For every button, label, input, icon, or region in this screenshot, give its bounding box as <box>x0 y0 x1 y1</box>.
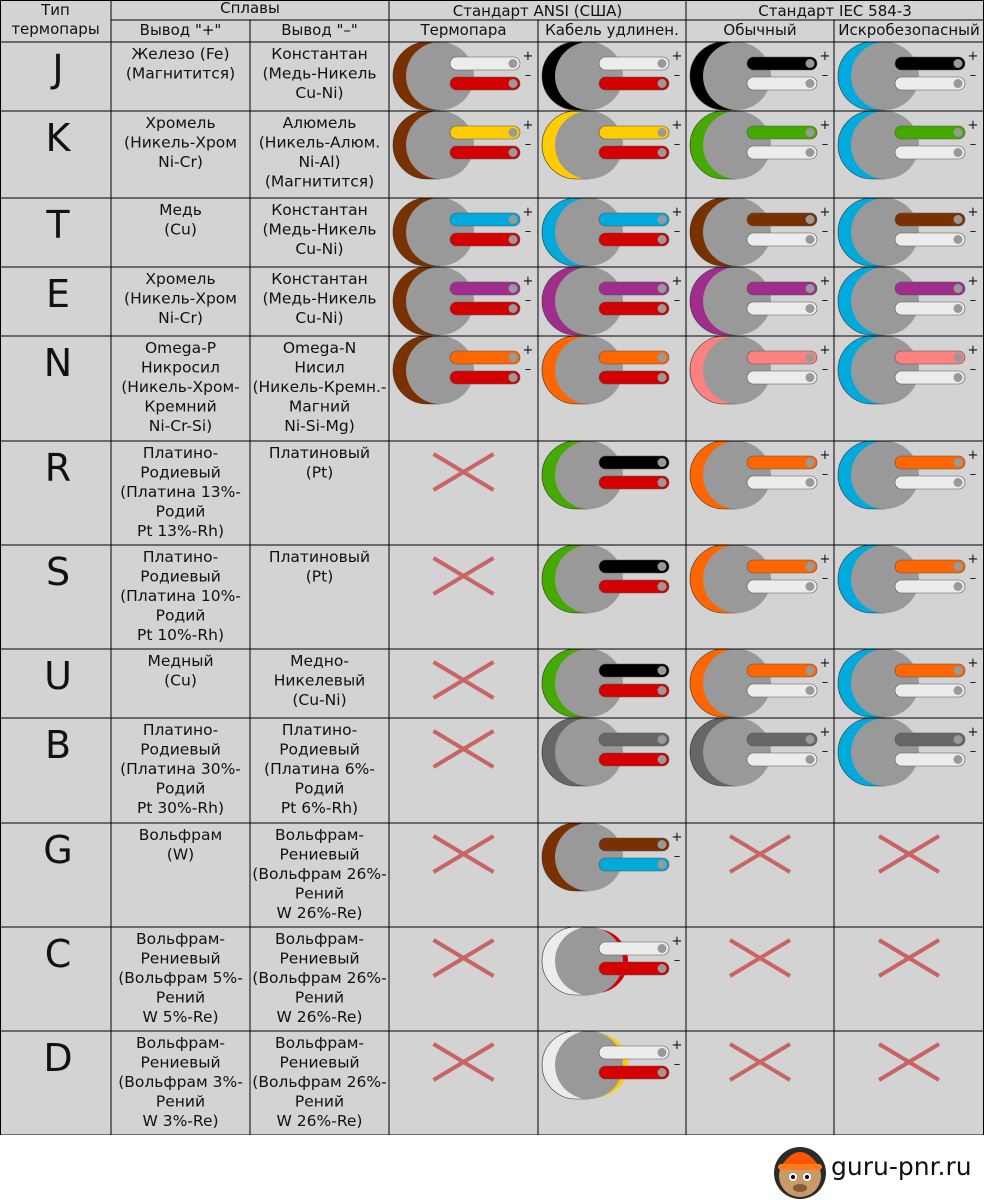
plus-alloy-line: Ni-Cr-Si) <box>148 417 213 435</box>
header-ansi-extension: Кабель удлинен. <box>545 21 679 39</box>
cable-core <box>703 649 771 717</box>
sign-plus: + <box>671 205 683 220</box>
minus-alloy-line: (Вольфрам 26%- <box>252 1073 387 1091</box>
sign-plus: + <box>967 274 979 289</box>
wire-plus-tip <box>658 840 667 849</box>
header-type-line-1: Тип <box>41 1 70 19</box>
plus-alloy-line: (Платина 13%- <box>120 483 241 501</box>
minus-alloy-line: W 26%-Re) <box>276 1112 363 1130</box>
cable-core <box>555 545 623 613</box>
wire-plus-tip <box>658 562 667 571</box>
sign-plus: + <box>967 118 979 133</box>
cable-core <box>406 42 474 110</box>
header-alloys: Сплавы <box>220 0 280 17</box>
header-type-line-2: термопары <box>11 20 100 38</box>
plus-alloy-line: Родиевый <box>140 740 221 759</box>
sign-minus: – <box>821 467 829 482</box>
wire-plus-tip <box>509 284 518 293</box>
wire-plus-tip <box>658 944 667 953</box>
wire-plus-tip <box>806 353 815 362</box>
thermocouple-type: D <box>43 1036 73 1080</box>
minus-alloy-line: (Медь-Никель <box>262 220 377 239</box>
sign-plus: + <box>671 830 683 845</box>
sign-minus: – <box>821 675 829 690</box>
wire-plus-tip <box>658 1048 667 1057</box>
sign-plus: + <box>671 1038 683 1053</box>
wire-minus-tip <box>806 478 815 487</box>
plus-alloy-line: Железо (Fe) <box>131 45 230 63</box>
sign-plus: + <box>819 552 831 567</box>
plus-alloy-line: (Cu) <box>164 671 197 690</box>
minus-alloy-line: (Платина 6%- <box>264 760 375 778</box>
wire-plus-tip <box>806 284 815 293</box>
plus-alloy-line: Ni-Cr) <box>158 309 203 327</box>
plus-alloy-line: Родиевый <box>140 463 221 482</box>
header-ansi: Стандарт ANSI (США) <box>452 2 623 20</box>
minus-alloy-line: Cu-Ni) <box>295 309 344 327</box>
plus-alloy-line: Ni-Cr) <box>158 153 203 171</box>
cable-core <box>851 441 919 509</box>
sign-plus: + <box>671 274 683 289</box>
sign-minus: – <box>821 137 829 152</box>
minus-alloy-line: (Pt) <box>305 567 334 586</box>
wire-minus-tip <box>954 686 963 695</box>
wire-minus-tip <box>806 304 815 313</box>
plus-alloy-line: Платино- <box>142 721 219 739</box>
wire-minus-tip <box>954 582 963 591</box>
sign-minus: – <box>969 68 977 83</box>
wire-plus-tip <box>954 562 963 571</box>
wire-minus-tip <box>954 755 963 764</box>
minus-alloy-line: Рениевый <box>279 1053 360 1072</box>
minus-alloy-line: Ni-Si-Mg) <box>284 417 355 435</box>
cable-core <box>851 336 919 404</box>
sign-minus: – <box>673 68 681 83</box>
sign-plus: + <box>671 118 683 133</box>
sign-minus: – <box>673 953 681 968</box>
plus-alloy-line: Кремний <box>144 397 217 416</box>
cable-core <box>555 111 623 179</box>
wire-minus-tip <box>806 79 815 88</box>
cable-core <box>703 267 771 335</box>
thermocouple-type: R <box>44 446 72 490</box>
wire-plus-tip <box>509 215 518 224</box>
thermocouple-type: T <box>46 203 70 247</box>
wire-minus-tip <box>658 1068 667 1077</box>
wire-minus-tip <box>509 304 518 313</box>
wire-plus-tip <box>954 215 963 224</box>
plus-alloy-line: Pt 30%-Rh) <box>136 799 225 817</box>
minus-alloy-line: Константан <box>271 270 368 288</box>
plus-alloy-line: (Cu) <box>164 220 197 239</box>
wire-minus-tip <box>954 148 963 157</box>
thermocouple-type: C <box>44 932 72 976</box>
sign-plus: + <box>819 118 831 133</box>
minus-alloy-line: (Cu-Ni) <box>292 691 347 709</box>
minus-alloy-line: (Медь-Никель <box>262 289 377 308</box>
plus-alloy-line: Платино- <box>142 444 219 462</box>
wire-plus-tip <box>806 128 815 137</box>
cable-core <box>406 267 474 335</box>
header-minus-lead: Вывод "–" <box>281 21 358 39</box>
cable-core <box>851 649 919 717</box>
sign-minus: – <box>524 137 532 152</box>
wire-minus-tip <box>954 373 963 382</box>
site-name[interactable]: guru-pnr.ru <box>831 1152 972 1181</box>
plus-alloy-line: Родий <box>155 779 206 798</box>
cable-core <box>851 111 919 179</box>
minus-alloy-line: Родий <box>294 779 345 798</box>
cable-core <box>703 718 771 786</box>
sign-plus: + <box>522 118 534 133</box>
sign-minus: – <box>524 68 532 83</box>
wire-plus-tip <box>509 353 518 362</box>
minus-alloy-line: Cu-Ni) <box>295 240 344 258</box>
minus-alloy-line: Рений <box>294 884 345 903</box>
wire-minus-tip <box>658 686 667 695</box>
wire-minus-tip <box>806 686 815 695</box>
sign-minus: – <box>673 293 681 308</box>
minus-alloy-line: Ni-Al) <box>298 153 341 171</box>
plus-alloy-line: Медный <box>147 652 214 670</box>
minus-alloy-line: (Медь-Никель <box>262 64 377 83</box>
sign-plus: + <box>819 725 831 740</box>
minus-alloy-line: Медно- <box>290 652 349 670</box>
cable-core <box>555 649 623 717</box>
thermocouple-type: B <box>44 723 72 767</box>
wire-minus-tip <box>658 582 667 591</box>
wire-minus-tip <box>658 148 667 157</box>
thermocouple-type: S <box>45 550 71 594</box>
sign-minus: – <box>821 224 829 239</box>
wire-plus-tip <box>954 284 963 293</box>
sign-minus: – <box>821 68 829 83</box>
wire-plus-tip <box>658 666 667 675</box>
wire-minus-tip <box>509 79 518 88</box>
cable-core <box>851 198 919 266</box>
plus-alloy-line: Хромель <box>145 270 216 288</box>
header-iec-normal: Обычный <box>723 21 797 39</box>
minus-alloy-line: Вольфрам- <box>274 930 365 948</box>
wire-minus-tip <box>954 79 963 88</box>
wire-plus-tip <box>658 458 667 467</box>
wire-plus-tip <box>954 353 963 362</box>
wire-plus-tip <box>509 128 518 137</box>
plus-alloy-line: (Платина 30%- <box>120 760 241 778</box>
wire-plus-tip <box>658 215 667 224</box>
wire-minus-tip <box>509 373 518 382</box>
wire-minus-tip <box>658 304 667 313</box>
cable-core <box>555 1031 623 1099</box>
wire-minus-tip <box>509 235 518 244</box>
plus-alloy-line: Pt 13%-Rh) <box>136 522 225 540</box>
wire-plus-tip <box>509 59 518 68</box>
sign-minus: – <box>524 224 532 239</box>
wire-minus-tip <box>658 755 667 764</box>
sign-plus: + <box>819 205 831 220</box>
cable-core <box>555 441 623 509</box>
sign-plus: + <box>967 343 979 358</box>
wire-plus-tip <box>658 735 667 744</box>
minus-alloy-line: (Магнитится) <box>264 172 375 191</box>
plus-alloy-line: Рениевый <box>140 949 221 968</box>
sign-minus: – <box>673 137 681 152</box>
plus-alloy-line: (Платина 10%- <box>120 587 241 605</box>
sign-plus: + <box>819 343 831 358</box>
plus-alloy-line: (Магнитится) <box>125 64 236 83</box>
thermocouple-type: K <box>45 116 71 160</box>
sign-minus: – <box>969 467 977 482</box>
sign-minus: – <box>673 1057 681 1072</box>
wire-plus-tip <box>954 666 963 675</box>
plus-alloy-line: Никросил <box>141 358 220 377</box>
sign-minus: – <box>969 744 977 759</box>
cable-core <box>406 198 474 266</box>
minus-alloy-line: (Вольфрам 26%- <box>252 969 387 987</box>
minus-alloy-line: Платино- <box>281 721 358 739</box>
sign-plus: + <box>967 448 979 463</box>
wire-plus-tip <box>954 128 963 137</box>
wire-minus-tip <box>806 373 815 382</box>
sign-plus: + <box>522 343 534 358</box>
minus-alloy-line: (Никель-Кремн.- <box>252 378 387 396</box>
sign-plus: + <box>967 205 979 220</box>
minus-alloy-line: Рениевый <box>279 845 360 864</box>
plus-alloy-line: Хромель <box>145 114 216 132</box>
sign-plus: + <box>522 49 534 64</box>
sign-plus: + <box>522 205 534 220</box>
minus-alloy-line: Cu-Ni) <box>295 84 344 102</box>
plus-alloy-line: Рений <box>155 988 206 1007</box>
wire-plus-tip <box>806 458 815 467</box>
plus-alloy-line: W 5%-Re) <box>142 1008 219 1026</box>
plus-alloy-line: Вольфрам- <box>135 1034 226 1052</box>
minus-alloy-line: Магний <box>288 397 351 416</box>
minus-alloy-line: Вольфрам- <box>274 1034 365 1052</box>
header-iec-safe: Искробезопасный <box>838 21 980 39</box>
cable-core <box>406 336 474 404</box>
cable-core <box>851 267 919 335</box>
wire-plus-tip <box>954 59 963 68</box>
sign-minus: – <box>969 362 977 377</box>
sign-plus: + <box>967 656 979 671</box>
minus-alloy-line: Нисил <box>294 358 345 377</box>
minus-alloy-line: Omega-N <box>282 339 357 357</box>
wire-plus-tip <box>806 562 815 571</box>
sign-plus: + <box>819 49 831 64</box>
header-plus-lead: Вывод "+" <box>139 21 222 39</box>
cable-core <box>703 42 771 110</box>
sign-plus: + <box>671 49 683 64</box>
cable-core <box>555 336 623 404</box>
sign-minus: – <box>969 675 977 690</box>
minus-alloy-line: Платиновый <box>268 548 371 566</box>
sign-plus: + <box>967 552 979 567</box>
header-ansi-thermocouple: Термопара <box>420 21 507 39</box>
thermocouple-type: E <box>45 272 71 316</box>
plus-alloy-line: (Вольфрам 3%- <box>118 1073 243 1091</box>
plus-alloy-line: W 3%-Re) <box>142 1112 219 1130</box>
cable-core <box>555 823 623 891</box>
wire-minus-tip <box>658 860 667 869</box>
wire-minus-tip <box>954 478 963 487</box>
plus-alloy-line: Платино- <box>142 548 219 566</box>
sign-minus: – <box>821 744 829 759</box>
wire-minus-tip <box>658 964 667 973</box>
sign-minus: – <box>821 571 829 586</box>
minus-alloy-line: Родиевый <box>279 740 360 759</box>
minus-alloy-line: (Никель-Алюм. <box>258 133 381 152</box>
plus-alloy-line: (Никель-Хром- <box>121 378 240 396</box>
thermocouple-type: G <box>43 828 73 872</box>
sign-minus: – <box>821 362 829 377</box>
minus-alloy-line: Алюмель <box>282 114 357 132</box>
sign-plus: + <box>967 49 979 64</box>
plus-alloy-line: Omega-P <box>144 339 217 357</box>
wire-plus-tip <box>806 666 815 675</box>
plus-alloy-line: Вольфрам <box>138 826 223 844</box>
wire-minus-tip <box>954 304 963 313</box>
thermocouple-type: J <box>52 47 64 91</box>
sign-plus: + <box>671 934 683 949</box>
minus-alloy-line: W 26%-Re) <box>276 1008 363 1026</box>
wire-plus-tip <box>806 735 815 744</box>
plus-alloy-line: Pt 10%-Rh) <box>136 626 225 644</box>
wire-minus-tip <box>806 755 815 764</box>
cable-core <box>555 927 623 995</box>
cable-core <box>703 441 771 509</box>
wire-plus-tip <box>658 59 667 68</box>
wire-minus-tip <box>658 235 667 244</box>
wire-minus-tip <box>806 148 815 157</box>
minus-alloy-line: Платиновый <box>268 444 371 462</box>
thermocouple-type: U <box>44 654 72 698</box>
cable-core <box>703 198 771 266</box>
sign-plus: + <box>967 725 979 740</box>
sign-minus: – <box>969 224 977 239</box>
wire-plus-tip <box>658 128 667 137</box>
mascot-icon <box>774 1147 826 1199</box>
thermocouple-type: N <box>43 341 73 385</box>
plus-alloy-line: Вольфрам- <box>135 930 226 948</box>
minus-alloy-line: W 26%-Re) <box>276 904 363 922</box>
minus-alloy-line: Вольфрам- <box>274 826 365 844</box>
sign-plus: + <box>819 656 831 671</box>
plus-alloy-line: Родий <box>155 606 206 625</box>
cable-core <box>555 718 623 786</box>
header-iec: Стандарт IEC 584-3 <box>758 2 912 20</box>
cable-core <box>703 545 771 613</box>
plus-alloy-line: Рений <box>155 1092 206 1111</box>
minus-alloy-line: Рений <box>294 1092 345 1111</box>
wire-plus-tip <box>806 59 815 68</box>
plus-alloy-line: (Вольфрам 5%- <box>118 969 243 987</box>
sign-plus: + <box>522 274 534 289</box>
wire-plus-tip <box>954 735 963 744</box>
wire-plus-tip <box>658 353 667 362</box>
plus-alloy-line: Медь <box>159 201 202 219</box>
plus-alloy-line: Родий <box>155 502 206 521</box>
sign-minus: – <box>673 224 681 239</box>
sign-minus: – <box>524 293 532 308</box>
cable-core <box>851 718 919 786</box>
minus-alloy-line: Никелевый <box>273 671 366 690</box>
cable-core <box>703 111 771 179</box>
sign-minus: – <box>969 293 977 308</box>
wire-plus-tip <box>658 284 667 293</box>
cable-core <box>555 42 623 110</box>
wire-minus-tip <box>806 582 815 591</box>
cable-core <box>851 545 919 613</box>
wire-minus-tip <box>658 79 667 88</box>
plus-alloy-line: (W) <box>166 845 195 864</box>
cable-core <box>406 111 474 179</box>
minus-alloy-line: Константан <box>271 45 368 63</box>
cable-core <box>555 267 623 335</box>
wire-minus-tip <box>954 235 963 244</box>
sign-plus: + <box>819 448 831 463</box>
minus-alloy-line: (Вольфрам 26%- <box>252 865 387 883</box>
wire-minus-tip <box>509 148 518 157</box>
minus-alloy-line: (Pt) <box>305 463 334 482</box>
sign-minus: – <box>969 137 977 152</box>
plus-alloy-line: Рениевый <box>140 1053 221 1072</box>
plus-alloy-line: Родиевый <box>140 567 221 586</box>
cable-core <box>703 336 771 404</box>
plus-alloy-line: (Никель-Хром <box>124 289 237 308</box>
cable-core <box>555 198 623 266</box>
wire-plus-tip <box>954 458 963 467</box>
minus-alloy-line: Рениевый <box>279 949 360 968</box>
sign-minus: – <box>524 362 532 377</box>
plus-alloy-line: (Никель-Хром <box>124 133 237 152</box>
sign-minus: – <box>673 849 681 864</box>
wire-plus-tip <box>806 215 815 224</box>
sign-minus: – <box>969 571 977 586</box>
wire-minus-tip <box>658 373 667 382</box>
minus-alloy-line: Рений <box>294 988 345 1007</box>
wire-minus-tip <box>658 478 667 487</box>
cable-core <box>851 42 919 110</box>
sign-plus: + <box>819 274 831 289</box>
sign-minus: – <box>821 293 829 308</box>
minus-alloy-line: Константан <box>271 201 368 219</box>
minus-alloy-line: Pt 6%-Rh) <box>280 799 359 817</box>
wire-minus-tip <box>806 235 815 244</box>
